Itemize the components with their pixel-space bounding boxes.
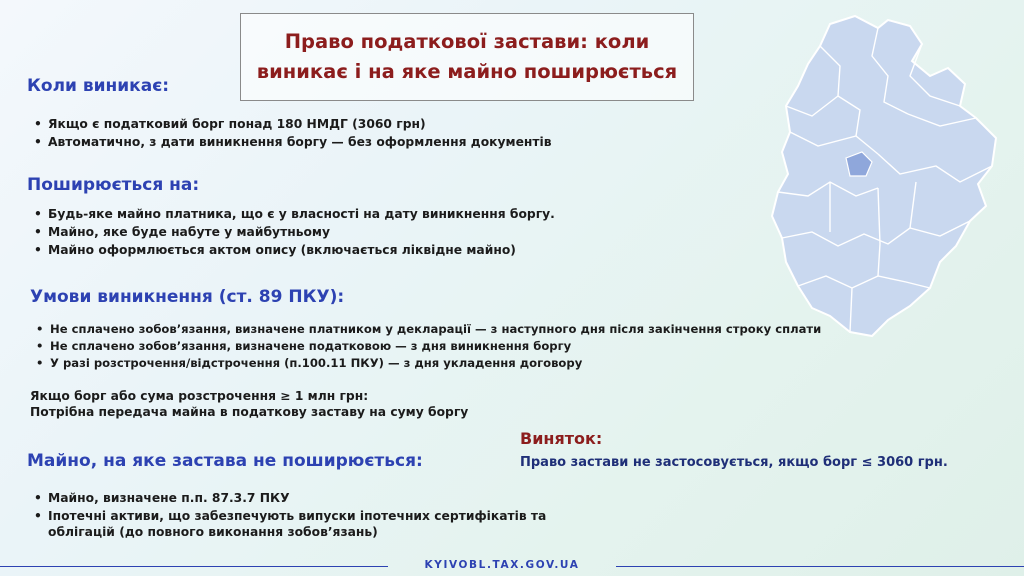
heading-conditions: Умови виникнення (ст. 89 ПКУ): [30,287,345,307]
list-item: • Не сплачено зобов’язання, визначене платником у декларації — з наступного дня після закінчення строку сплати [34,321,821,338]
footer-divider-left [0,566,388,567]
list-conditions [34,321,821,372]
list-item: • У разі розстрочення/відстрочення (п.100.11 ПКУ) — з дня укладення договору [34,355,821,372]
list-item-continuation: облігацій (до повного виконання зобов’язань) [48,525,378,539]
note-threshold: Якщо борг або сума розстрочення ≥ 1 млн грн: [30,389,369,403]
kyiv-oblast-map-icon [760,6,1010,346]
exception-heading: Виняток: [520,429,603,448]
list-item: • Майно оформлюється актом опису (включається ліквідне майно) [32,241,555,259]
list-arises [32,115,552,151]
list-item: • Не сплачено зобов’язання, визначене податковою — з дня виникнення боргу [34,338,821,355]
heading-exempt: Майно, на яке застава не поширюється: [27,451,423,471]
list-item: • Майно, визначене п.п. 87.3.7 ПКУ [32,489,546,507]
list-item: • Майно, яке буде набуте у майбутньому [32,223,555,241]
footer-divider-right [616,566,1024,567]
title-box [240,13,694,101]
footer-site: KYIVOBL.TAX.GOV.UA [424,559,580,571]
heading-applies: Поширюється на: [27,175,200,195]
title-line-2: виникає і на яке майно поширюється [256,60,678,83]
note-transfer: Потрібна передача майна в податкову заставу на суму боргу [30,405,469,419]
heading-arises: Коли виникає: [27,76,170,96]
page-title [257,27,677,87]
list-item: • Якщо є податковий борг понад 180 НМДГ (3060 грн) [32,115,552,133]
exception-text: Право застави не застосовується, якщо борг ≤ 3060 грн. [520,455,948,470]
list-item: • Іпотечні активи, що забезпечують випуски іпотечних сертифікатів та [32,507,546,525]
list-item: • Будь-яке майно платника, що є у власності на дату виникнення боргу. [32,205,555,223]
list-exempt [32,489,546,525]
list-applies [32,205,555,259]
title-line-1: Право податкової застави: коли [284,30,650,53]
list-item: • Автоматично, з дати виникнення боргу — без оформлення документів [32,133,552,151]
